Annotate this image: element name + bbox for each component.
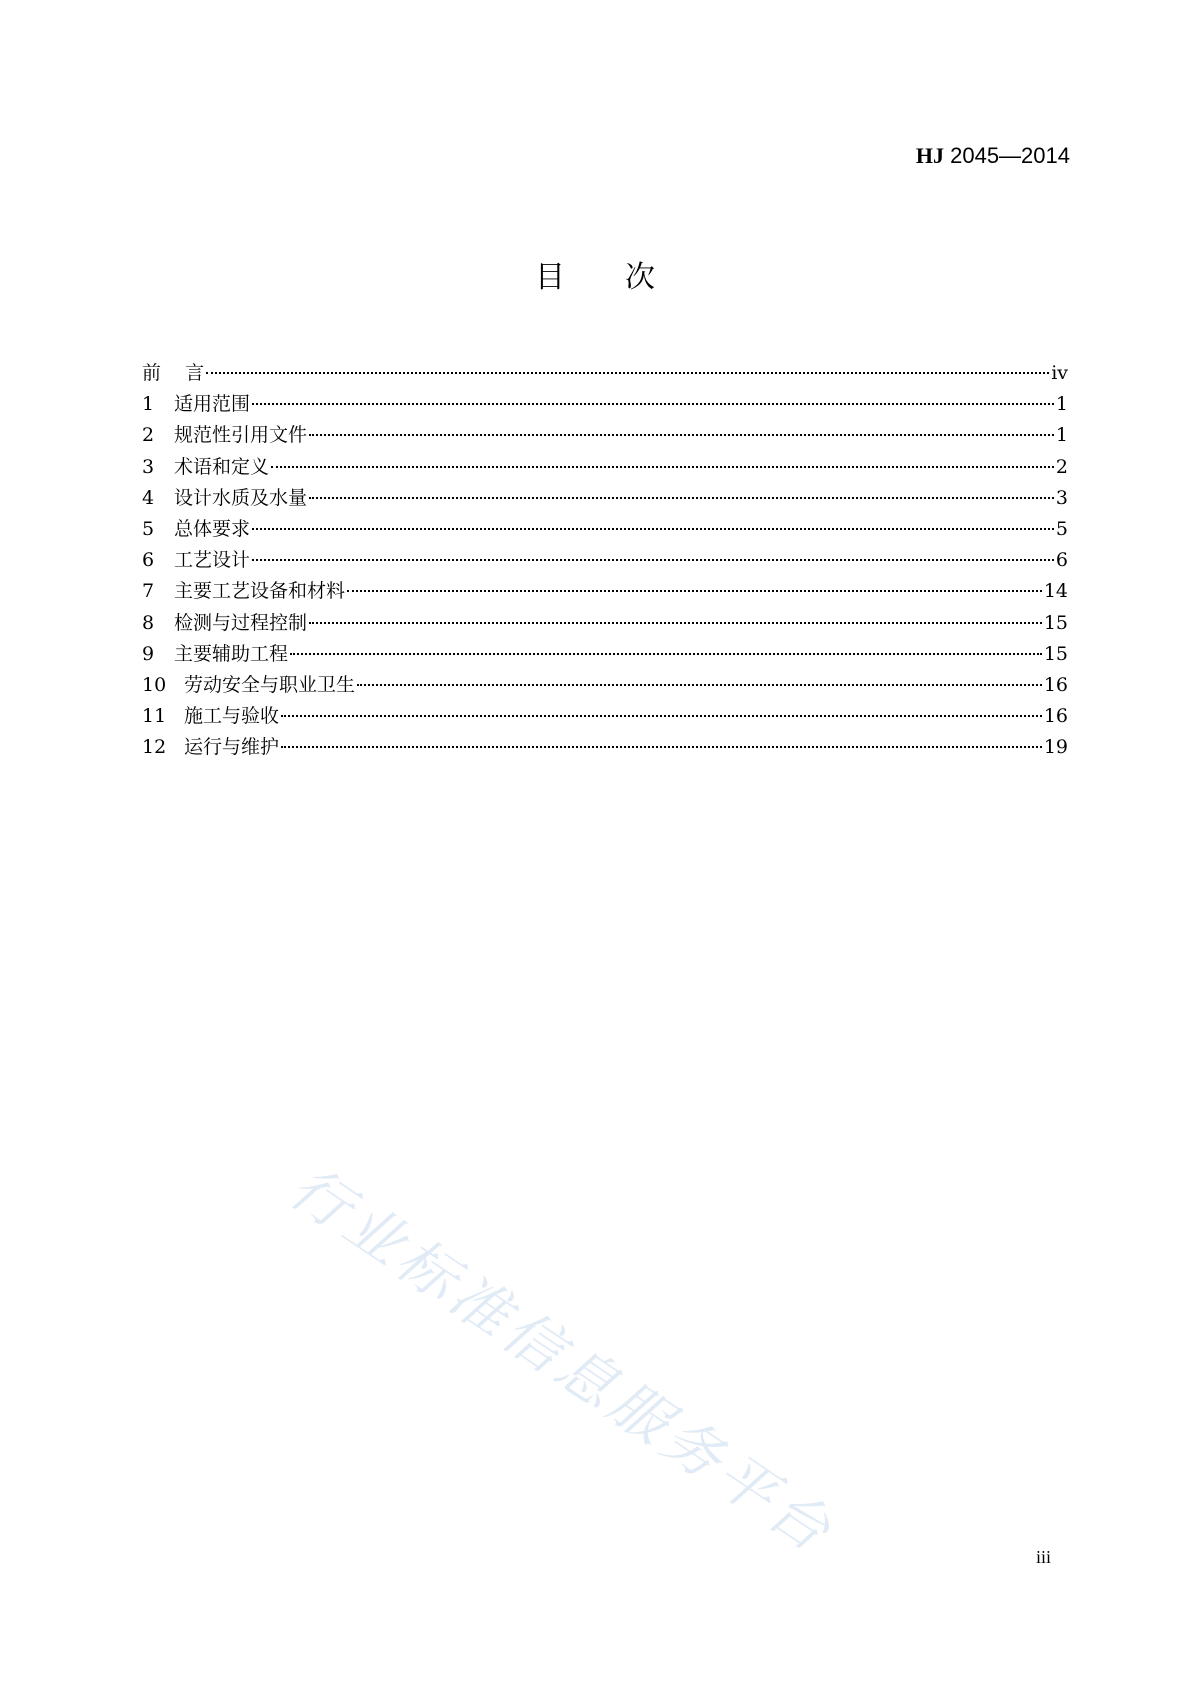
toc-entry-number: 5 — [142, 517, 155, 540]
toc-entry-page: 1 — [1055, 424, 1068, 447]
toc-entry-number: 4 — [142, 486, 155, 509]
toc-entry-page: 2 — [1055, 455, 1068, 478]
toc-entry-label: 主要工艺设备和材料 — [174, 580, 346, 603]
toc-entry-11[interactable] — [142, 701, 1068, 732]
toc-entry-5[interactable] — [142, 514, 1068, 545]
toc-entry-label: 运行与维护 — [184, 736, 280, 759]
document-code — [916, 142, 1070, 170]
toc-entry-label: 工艺设计 — [174, 549, 251, 572]
page-number: iii — [1035, 1547, 1051, 1567]
toc-entry-8[interactable] — [142, 608, 1068, 639]
toc-entry-number: 12 — [142, 736, 167, 759]
toc-entry-label: 劳动安全与职业卫生 — [184, 673, 356, 696]
toc-entry-label: 主要辅助工程 — [174, 642, 289, 665]
toc-entry-12[interactable] — [142, 732, 1068, 763]
toc-entry-label: 规范性引用文件 — [174, 424, 308, 447]
toc-entry-label: 设计水质及水量 — [174, 486, 308, 509]
toc-entry-page: 3 — [1055, 486, 1068, 509]
toc-entry-number: 1 — [142, 393, 155, 416]
toc-entry-6[interactable] — [142, 545, 1068, 576]
toc-entry-label: 适用范围 — [174, 393, 251, 416]
toc-entry-page: 14 — [1043, 580, 1068, 603]
toc-entry-label: 检测与过程控制 — [174, 611, 308, 634]
toc-entry-4[interactable] — [142, 483, 1068, 514]
toc-leader-dots — [309, 622, 1042, 624]
toc-entry-page: 5 — [1055, 517, 1068, 540]
toc-entry-9[interactable] — [142, 639, 1068, 670]
toc-leader-dots — [309, 497, 1054, 499]
toc-leader-dots — [271, 466, 1054, 468]
toc-entry-number: 6 — [142, 549, 155, 572]
toc-leader-dots — [357, 684, 1042, 686]
toc-entry-10[interactable] — [142, 670, 1068, 701]
toc-leader-dots — [206, 372, 1049, 374]
toc-entry-number: 2 — [142, 424, 155, 447]
toc-title: 目次 — [535, 260, 715, 295]
watermark: 行业标准信息服务平台 — [278, 1152, 847, 1568]
toc-entry-page: 16 — [1043, 705, 1068, 728]
toc-leader-dots — [281, 746, 1042, 748]
toc-entry-number: 8 — [142, 611, 155, 634]
toc-entry-page: 15 — [1043, 642, 1068, 665]
toc-entry-page: 6 — [1055, 549, 1068, 572]
toc-entry-page: iv — [1051, 362, 1068, 384]
toc-leader-dots — [309, 434, 1054, 436]
toc-entry-number: 11 — [142, 705, 167, 728]
toc-entry-number: 9 — [142, 642, 155, 665]
toc-entry-page: 15 — [1043, 611, 1068, 634]
toc-entry-number: 3 — [142, 455, 155, 478]
document-code-prefix: HJ — [915, 143, 944, 168]
toc-leader-dots — [252, 403, 1054, 405]
toc-entry-foreword[interactable] — [142, 358, 1068, 389]
toc-leader-dots — [252, 528, 1054, 530]
toc-entry-number: 10 — [142, 673, 167, 696]
toc-entry-label: 前 言 — [142, 362, 205, 384]
toc-entry-number: 7 — [142, 580, 155, 603]
toc-entry-7[interactable] — [142, 576, 1068, 607]
table-of-contents — [142, 358, 1068, 763]
toc-entry-page: 16 — [1043, 673, 1068, 696]
toc-leader-dots — [290, 653, 1042, 655]
toc-entry-3[interactable] — [142, 452, 1068, 483]
toc-entry-2[interactable] — [142, 420, 1068, 451]
toc-entry-page: 19 — [1043, 736, 1068, 759]
toc-entry-label: 总体要求 — [174, 517, 251, 540]
toc-entry-label: 施工与验收 — [184, 705, 280, 728]
toc-entry-1[interactable] — [142, 389, 1068, 420]
document-code-number: 2045—2014 — [944, 143, 1070, 168]
toc-entry-label: 术语和定义 — [174, 455, 270, 478]
toc-entry-page: 1 — [1055, 393, 1068, 416]
toc-leader-dots — [347, 590, 1042, 592]
toc-leader-dots — [281, 715, 1042, 717]
toc-leader-dots — [252, 559, 1054, 561]
